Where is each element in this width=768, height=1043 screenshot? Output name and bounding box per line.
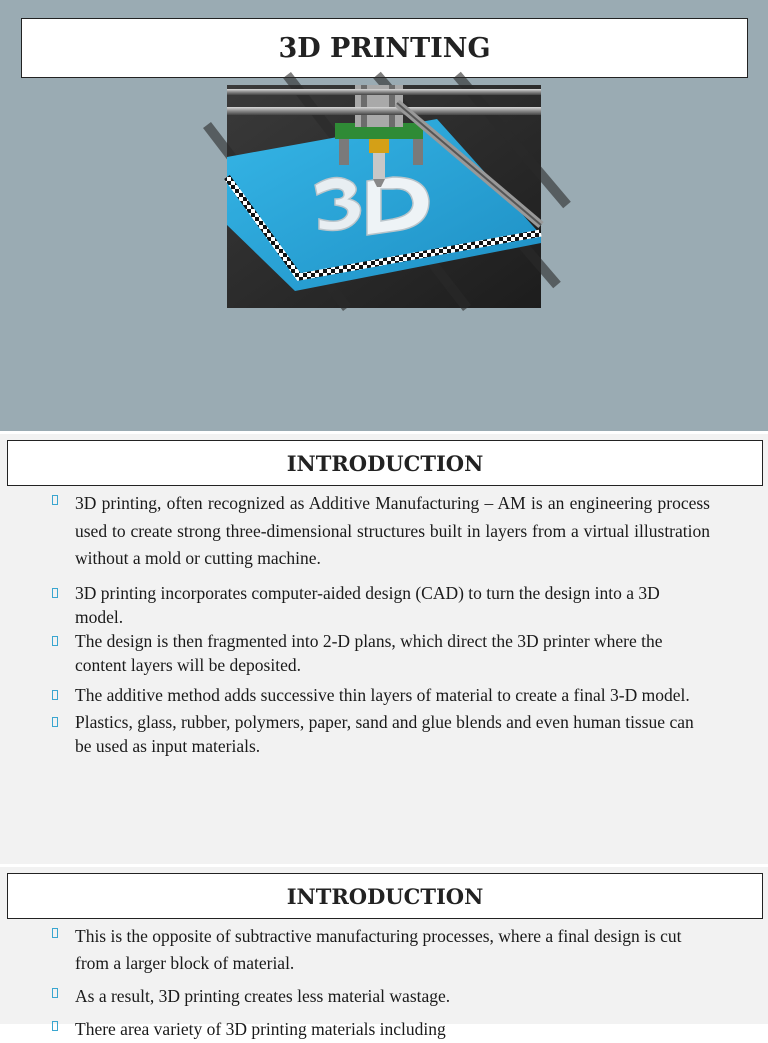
bullet-text: The additive method adds successive thin layers of material to create a final 3-D model. [75, 684, 690, 705]
list-item [48, 490, 710, 573]
bullet-icon [52, 588, 58, 598]
list-item [48, 923, 710, 977]
bullet-text: 3D printing incorporates computer-aided design (CAD) to turn the design into a 3D [75, 582, 660, 603]
slide-introduction-2 [0, 867, 768, 1039]
bullet-icon [52, 717, 58, 727]
list-item [48, 583, 710, 631]
bullet-text: Plastics, glass, rubber, polymers, paper, sand and glue blends and even human tissue can [75, 711, 694, 732]
bullet-icon [52, 636, 58, 646]
bullet-text: This is the opposite of subtractive manufacturing processes, where a final design is cut from a larger block of material. [75, 926, 682, 973]
bullet-icon [52, 1021, 58, 1031]
bullet-text: 3D printing, often recognized as Additive Manufacturing – AM is an engineering process used to create strong three-dimensional structures built in layers from a virtual illustration without a mold or cutting machine. [75, 493, 710, 568]
bullet-icon [52, 928, 58, 938]
slide-title: 3D PRINTING [21, 18, 748, 78]
bullet-text: There area variety of 3D printing materials including [75, 1019, 446, 1039]
slide-3d-printing [0, 0, 768, 431]
bullet-text-continued: model. [75, 606, 124, 627]
list-item [48, 712, 710, 760]
bullet-list [48, 923, 710, 1043]
bullet-icon [52, 690, 58, 700]
bullet-text: The design is then fragmented into 2-D plans, which direct the 3D printer where the [75, 630, 663, 651]
bullet-text: As a result, 3D printing creates less material wastage. [75, 986, 451, 1006]
slide-title: INTRODUCTION [7, 440, 763, 486]
bullet-icon [52, 988, 58, 998]
slide-title: INTRODUCTION [7, 873, 763, 919]
printer-image [227, 85, 541, 308]
list-item [48, 1016, 710, 1043]
bullet-text-continued: content layers will be deposited. [75, 654, 301, 675]
bullet-list [48, 490, 710, 760]
bullet-icon [52, 495, 58, 505]
list-item [48, 631, 710, 679]
list-item [48, 685, 710, 706]
list-item [48, 983, 710, 1010]
bullet-text-continued: be used as input materials. [75, 735, 261, 756]
slide-introduction-1 [0, 434, 768, 864]
